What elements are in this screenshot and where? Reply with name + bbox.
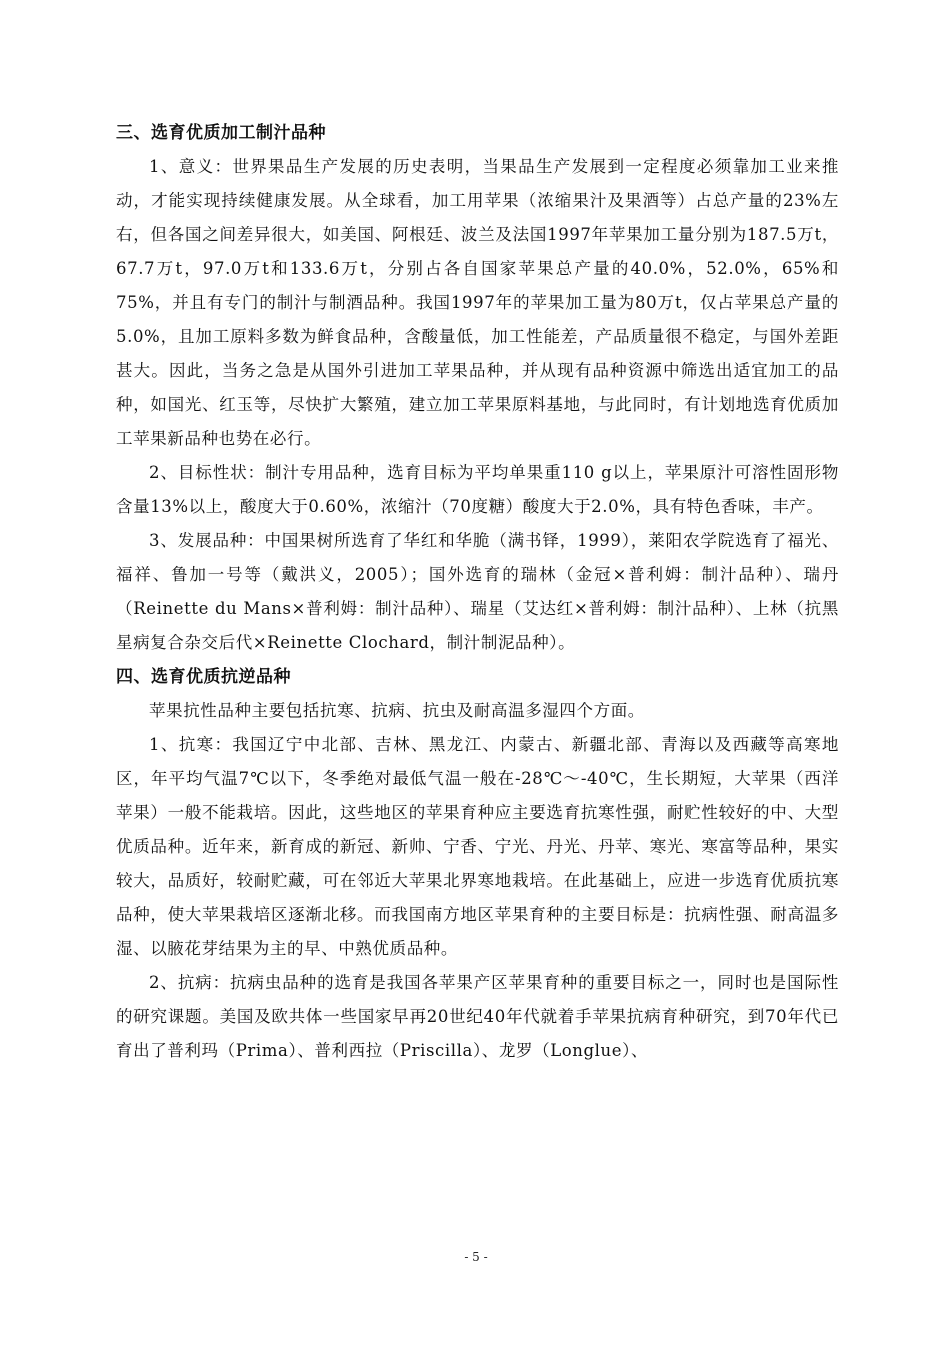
paragraph-cold-resistance: 1、抗寒：我国辽宁中北部、吉林、黑龙江、内蒙古、新疆北部、青海以及西藏等高寒地区，年平均气温7℃以下，冬季绝对最低气温一般在-28℃～-40℃，生长期短，大苹果（西洋苹果）一般不能栽培。因此，这些地区的苹果育种应主要选育抗寒性强，耐贮性较好的中、大型优质品种。近年来，新育成的新冠、新帅、宁香、宁光、丹光、丹苹、寒光、寒富等品种，果实较大，品质好，较耐贮藏，可在邻近大苹果北界寒地栽培。在此基础上，应进一步选育优质抗寒品种，使大苹果栽培区逐渐北移。而我国南方地区苹果育种的主要目标是：抗病性强、耐高温多湿、以腋花芽结果为主的早、中熟优质品种。 (116, 735, 839, 958)
paragraph-disease-resistance: 2、抗病：抗病虫品种的选育是我国各苹果产区苹果育种的重要目标之一，同时也是国际性的研究课题。美国及欧共体一些国家早再20世纪40年代就着手苹果抗病育种研究，到70年代已育出了普利玛（Prima）、普利西拉（Priscilla）、龙罗（Longlue）、 (116, 973, 839, 1060)
paragraph-resistance-overview: 苹果抗性品种主要包括抗寒、抗病、抗虫及耐高温多湿四个方面。 (149, 701, 645, 720)
paragraph-significance: 1、意义：世界果品生产发展的历史表明，当果品生产发展到一定程度必须靠加工业来推动，才能实现持续健康发展。从全球看，加工用苹果（浓缩果汁及果酒等）占总产量的23%左右，但各国之间差异很大，如美国、阿根廷、波兰及法国1997年苹果加工量分别为187.5万t，67.7万t，97.0万t和133.6万t，分别占各自国家苹果总产量的40.0%，52.0%，65%和75%，并且有专门的制汁与制酒品种。我国1997年的苹果加工量为80万t，仅占苹果总产量的5.0%，且加工原料多数为鲜食品种，含酸量低，加工性能差，产品质量很不稳定，与国外差距甚大。因此，当务之急是从国外引进加工苹果品种，并从现有品种资源中筛选出适宜加工的品种，如国光、红玉等，尽快扩大繁殖，建立加工苹果原料基地，与此同时，有计划地选育优质加工苹果新品种也势在必行。 (116, 157, 839, 448)
section-heading-resistant-varieties: 四、选育优质抗逆品种 (116, 667, 291, 687)
document-body (116, 116, 839, 1068)
section-heading-processing-varieties: 三、选育优质加工制汁品种 (116, 123, 326, 143)
paragraph-developed-varieties: 3、发展品种：中国果树所选育了华红和华脆（满书铎，1999），莱阳农学院选育了福光、福祥、鲁加一号等（戴洪义，2005）；国外选育的瑞林（金冠×普利姆：制汁品种）、瑞丹（Reinette du Mans×普利姆：制汁品种）、瑞星（艾达红×普利姆：制汁品种）、上林（抗黑星病复合杂交后代×Reinette Clochard，制汁制泥品种）。 (116, 531, 839, 652)
paragraph-target-traits: 2、目标性状：制汁专用品种，选育目标为平均单果重110 g以上，苹果原汁可溶性固形物含量13%以上，酸度大于0.60%，浓缩汁（70度糖）酸度大于2.0%，具有特色香味，丰产。 (116, 463, 839, 516)
page-number: - 5 - (464, 1250, 488, 1264)
